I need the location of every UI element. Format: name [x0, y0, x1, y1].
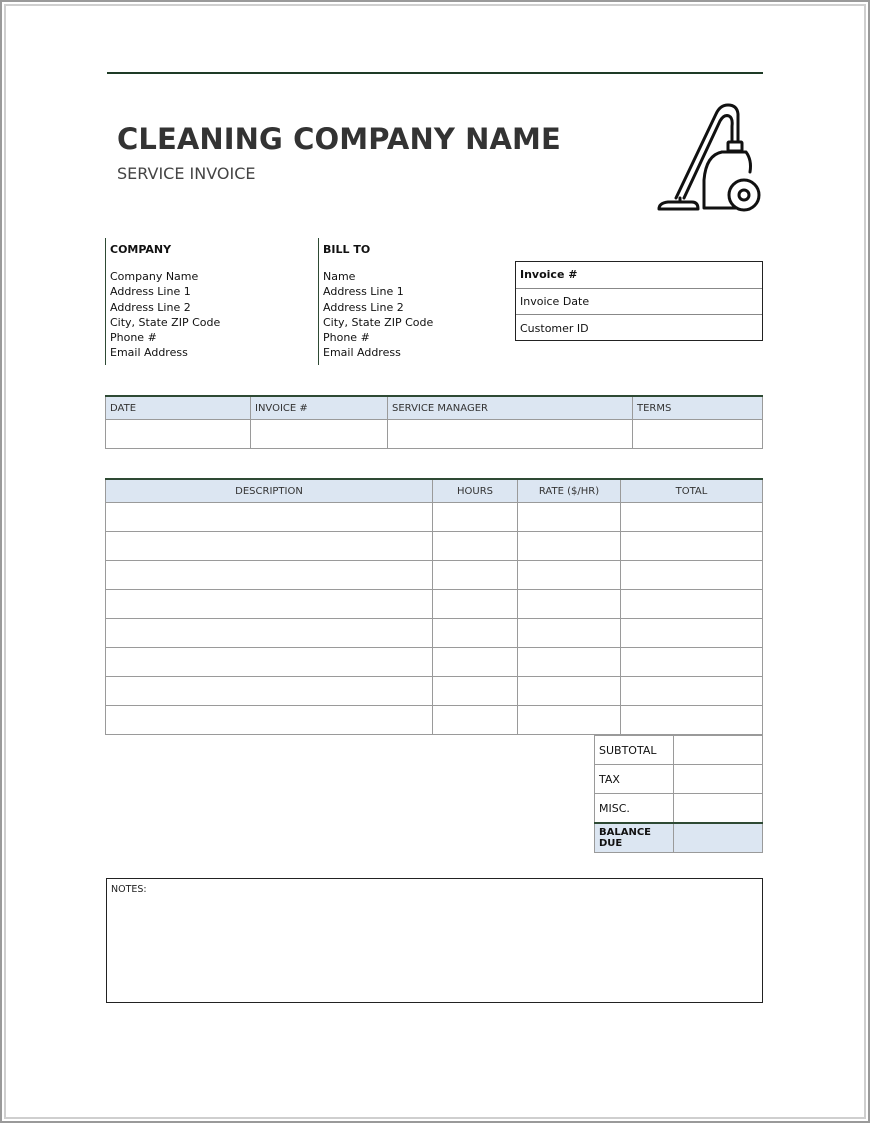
- col-total: TOTAL: [621, 479, 763, 503]
- misc-value[interactable]: [674, 794, 763, 824]
- col-terms: TERMS: [633, 396, 763, 420]
- company-name: Company Name: [110, 270, 199, 283]
- rate-cell[interactable]: [518, 677, 621, 706]
- total-cell[interactable]: [621, 706, 763, 735]
- notes-label: NOTES:: [111, 884, 147, 895]
- subtotal-row: [595, 736, 763, 765]
- description-cell[interactable]: [106, 706, 433, 735]
- tax-label: TAX: [595, 765, 674, 794]
- customer-id-field[interactable]: Customer ID: [520, 321, 589, 335]
- table-row: [106, 706, 763, 735]
- rate-cell[interactable]: [518, 619, 621, 648]
- total-cell[interactable]: [621, 619, 763, 648]
- company-email: Email Address: [110, 346, 188, 360]
- bill-to-city-state-zip: City, State ZIP Code: [323, 315, 434, 329]
- company-info: [105, 238, 310, 365]
- description-cell[interactable]: [106, 561, 433, 590]
- balance-due-value[interactable]: [674, 823, 763, 853]
- job-details-table: [105, 395, 763, 449]
- description-cell[interactable]: [106, 619, 433, 648]
- invoice-meta-box: [515, 261, 763, 341]
- balance-due-row: [595, 823, 763, 853]
- date-cell[interactable]: [106, 420, 251, 449]
- tax-value[interactable]: [674, 765, 763, 794]
- company-address-1: Address Line 1: [110, 285, 191, 299]
- hours-cell[interactable]: [433, 648, 518, 677]
- company-city-state-zip: City, State ZIP Code: [110, 315, 221, 329]
- table-row: [106, 532, 763, 561]
- table-row: [106, 619, 763, 648]
- company-heading: COMPANY: [110, 243, 172, 256]
- subtotal-value[interactable]: [674, 736, 763, 765]
- vacuum-cleaner-icon: [654, 100, 764, 215]
- company-phone: Phone #: [110, 331, 157, 345]
- hours-cell[interactable]: [433, 590, 518, 619]
- total-cell[interactable]: [621, 648, 763, 677]
- col-hours: HOURS: [433, 479, 518, 503]
- total-cell[interactable]: [621, 561, 763, 590]
- top-rule: [107, 72, 763, 74]
- total-cell[interactable]: [621, 503, 763, 532]
- invoice-date-field[interactable]: Invoice Date: [516, 289, 762, 316]
- col-description: DESCRIPTION: [106, 479, 433, 503]
- misc-label: MISC.: [595, 794, 674, 824]
- subtotal-label: SUBTOTAL: [595, 736, 674, 765]
- invoice-subtitle: SERVICE INVOICE: [117, 164, 256, 183]
- service-manager-cell[interactable]: [388, 420, 633, 449]
- line-items-table: [105, 478, 763, 735]
- description-cell[interactable]: [106, 590, 433, 619]
- table-row: [106, 420, 763, 449]
- total-cell[interactable]: [621, 532, 763, 561]
- bill-to-phone: Phone #: [323, 331, 370, 345]
- table-row: [106, 677, 763, 706]
- col-date: DATE: [106, 396, 251, 420]
- col-service-manager: SERVICE MANAGER: [388, 396, 633, 420]
- total-cell[interactable]: [621, 590, 763, 619]
- description-cell[interactable]: [106, 532, 433, 561]
- description-cell[interactable]: [106, 503, 433, 532]
- balance-due-label: BALANCE DUE: [595, 823, 674, 853]
- company-address-2: Address Line 2: [110, 300, 191, 314]
- invoice-number-cell[interactable]: [251, 420, 388, 449]
- hours-cell[interactable]: [433, 677, 518, 706]
- hours-cell[interactable]: [433, 561, 518, 590]
- hours-cell[interactable]: [433, 706, 518, 735]
- description-cell[interactable]: [106, 648, 433, 677]
- table-row: [106, 503, 763, 532]
- hours-cell[interactable]: [433, 503, 518, 532]
- notes-box[interactable]: [106, 878, 763, 1003]
- rate-cell[interactable]: [518, 503, 621, 532]
- total-cell[interactable]: [621, 677, 763, 706]
- rate-cell[interactable]: [518, 648, 621, 677]
- bill-to-address-1: Address Line 1: [323, 285, 404, 299]
- misc-row: [595, 794, 763, 824]
- hours-cell[interactable]: [433, 532, 518, 561]
- tax-row: [595, 765, 763, 794]
- totals-table: [594, 735, 763, 853]
- description-cell[interactable]: [106, 677, 433, 706]
- rate-cell[interactable]: [518, 532, 621, 561]
- bill-to-info: [318, 238, 503, 365]
- bill-to-heading: BILL TO: [323, 243, 371, 256]
- bill-to-address-2: Address Line 2: [323, 300, 404, 314]
- col-invoice-number: INVOICE #: [251, 396, 388, 420]
- table-row: [106, 648, 763, 677]
- rate-cell[interactable]: [518, 561, 621, 590]
- bill-to-email: Email Address: [323, 346, 401, 360]
- invoice-number-field[interactable]: Invoice #: [516, 262, 762, 289]
- rate-cell[interactable]: [518, 706, 621, 735]
- table-row: [106, 590, 763, 619]
- col-rate: RATE ($/HR): [518, 479, 621, 503]
- table-row: [106, 561, 763, 590]
- terms-cell[interactable]: [633, 420, 763, 449]
- hours-cell[interactable]: [433, 619, 518, 648]
- rate-cell[interactable]: [518, 590, 621, 619]
- company-title: CLEANING COMPANY NAME: [117, 122, 561, 156]
- bill-to-name: Name: [323, 270, 356, 283]
